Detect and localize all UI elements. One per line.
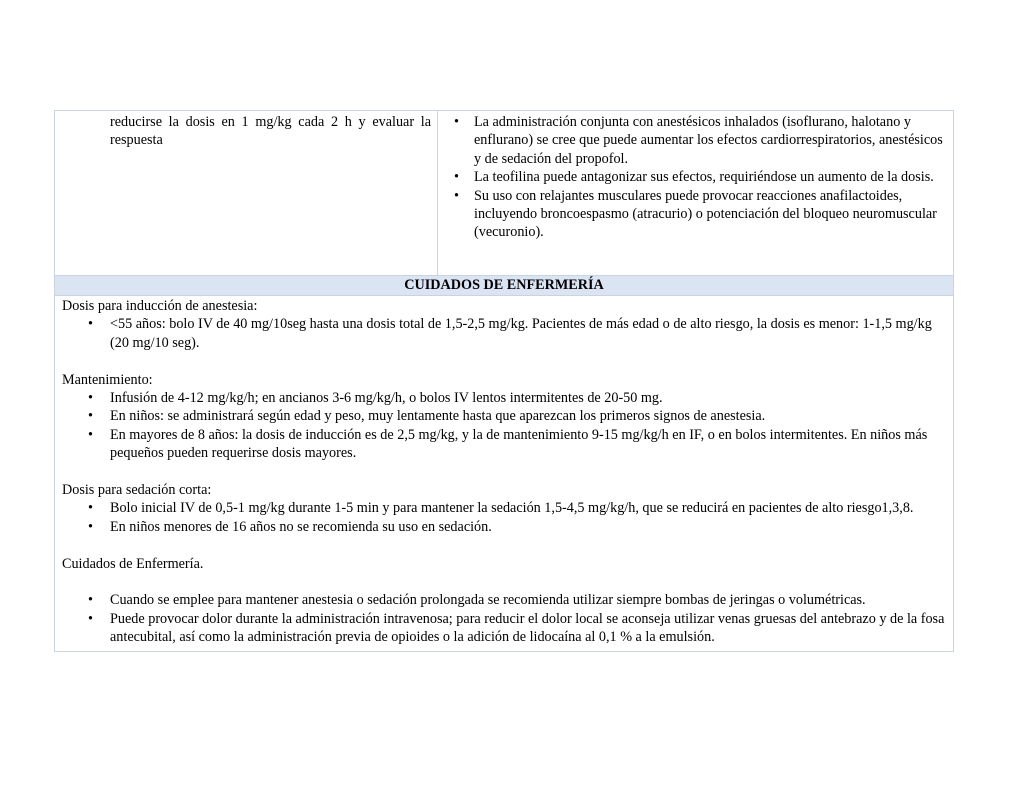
table-cell-left <box>55 111 438 275</box>
list-item: • En niños: se administrará según edad y peso, muy lentamente hasta que aparezcan los primeros signos de anestesia. <box>62 407 947 425</box>
table-cell-right <box>438 111 953 275</box>
list-item: • En mayores de 8 años: la dosis de inducción es de 2,5 mg/kg, y la de mantenimiento 9-15 mg/kg/h en IF, o en bolos intermitentes. En niños más pequeños pueden requerirse dosis mayores. <box>62 426 947 463</box>
table-top-row <box>55 111 953 276</box>
list-item: • Infusión de 4-12 mg/kg/h; en ancianos 3-6 mg/kg/h, o bolos IV lentos intermitentes de 20-50 mg. <box>62 389 947 407</box>
list-item: • La teofilina puede antagonizar sus efectos, requiriéndose un aumento de la dosis. <box>450 168 945 186</box>
nursing-care-cell <box>55 296 953 651</box>
list-item: • Puede provocar dolor durante la administración intravenosa; para reducir el dolor local se aconseja utilizar venas gruesas del antebrazo y de la fosa antecubital, así como la administración previa de opioides o la adición de lidocaína al 0,1 % a la emulsión. <box>62 610 947 647</box>
maintenance-heading: Mantenimiento: <box>62 371 153 388</box>
list-item: • Cuando se emplee para mantener anestesia o sedación prolongada se recomienda utilizar siempre bombas de jeringas o volumétricas. <box>62 591 947 609</box>
list-item: • <55 años: bolo IV de 40 mg/10seg hasta una dosis total de 1,5-2,5 mg/kg. Pacientes de más edad o de alto riesgo, la dosis es menor: 1-1,5 mg/kg (20 mg/10 seg). <box>62 315 947 352</box>
section-header: CUIDADOS DE ENFERMERÍA <box>55 276 953 296</box>
list-item: • En niños menores de 16 años no se recomienda su uso en sedación. <box>62 518 947 536</box>
nursing-care-heading: Cuidados de Enfermería. <box>62 555 204 572</box>
induction-heading: Dosis para inducción de anestesia: <box>62 298 258 314</box>
interactions-list <box>450 113 945 242</box>
list-item: • La administración conjunta con anestésicos inhalados (isoflurano, halotano y enflurano) se cree que puede aumentar los efectos cardiorrespiratorios, anestésicos y de sedación del propofol. <box>450 113 945 168</box>
sedation-list <box>62 499 947 536</box>
list-item: • Bolo inicial IV de 0,5-1 mg/kg durante 1-5 min y para mantener la sedación 1,5-4,5 mg/kg/h, que se reducirá en pacientes de alto riesgo1,3,8. <box>62 499 947 517</box>
list-item: • Su uso con relajantes musculares puede provocar reacciones anafilactoides, incluyendo broncoespasmo (atracurio) o potenciación del bloqueo neuromuscular (vecuronio). <box>450 187 945 242</box>
document-table <box>54 110 954 652</box>
induction-list <box>62 315 947 352</box>
nursing-care-list <box>62 591 947 646</box>
dosage-adjustment-text: reducirse la dosis en 1 mg/kg cada 2 h y evaluar la respuesta <box>110 114 431 149</box>
sedation-heading: Dosis para sedación corta: <box>62 482 212 499</box>
maintenance-list <box>62 389 947 463</box>
